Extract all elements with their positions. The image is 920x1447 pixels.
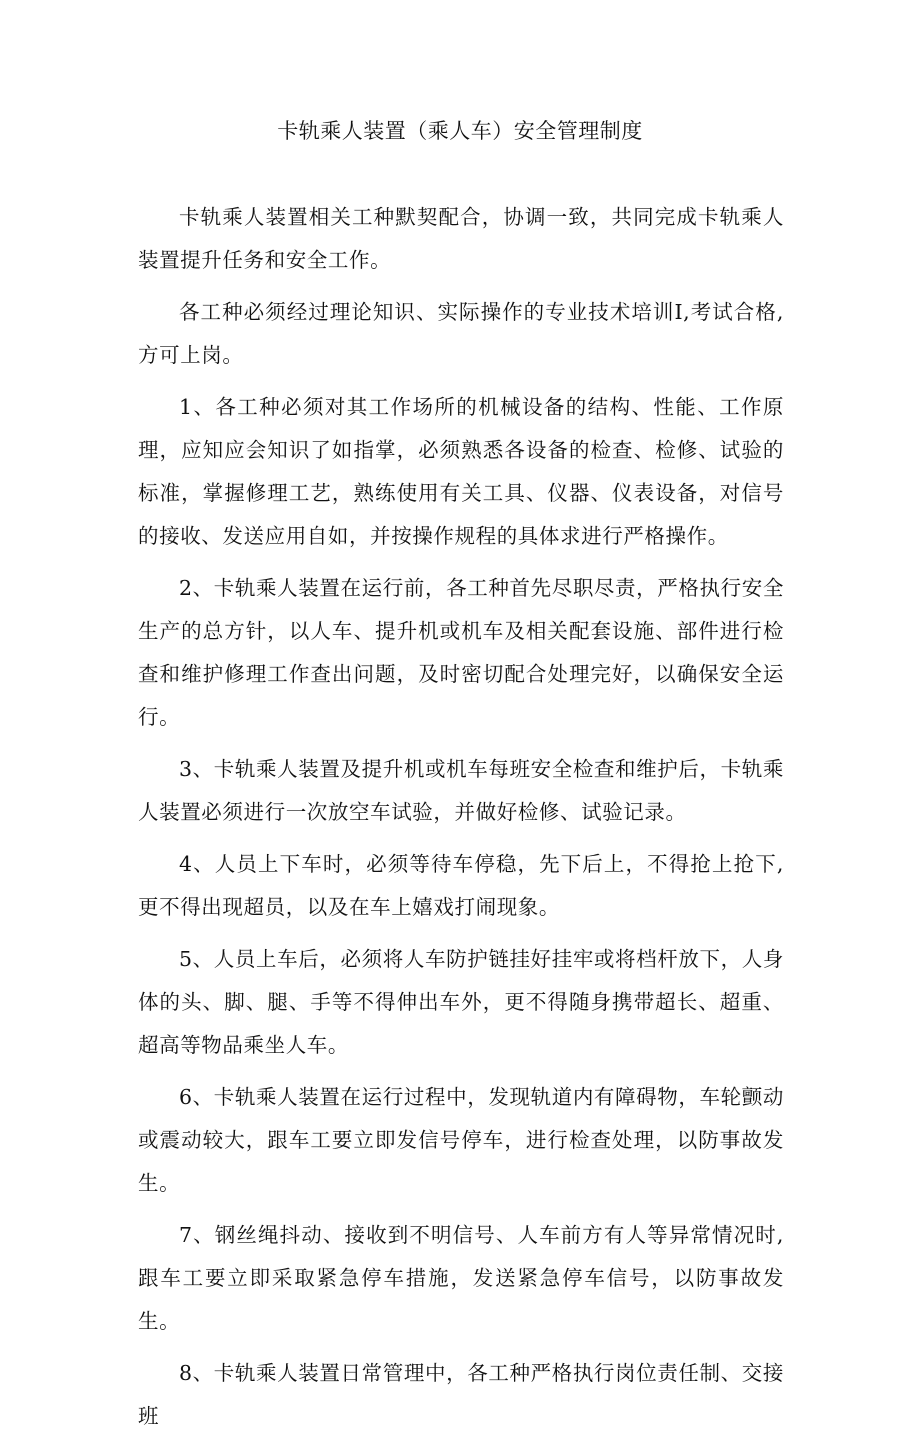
paragraph-intro: 卡轨乘人装置相关工种默契配合，协调一致，共同完成卡轨乘人装置提升任务和安全工作。 (138, 205, 784, 272)
paragraph-rule-6: 6、卡轨乘人装置在运行过程中，发现轨道内有障碍物，车轮颤动或震动较大，跟车工要立即发信号停车，进行检查处理，以防事故发生。 (138, 1085, 784, 1195)
paragraph-rule-4: 4、人员上下车时，必须等待车停稳，先下后上，不得抢上抢下,更不得出现超员，以及在车上嬉戏打闹现象。 (138, 852, 784, 919)
document-body (138, 196, 784, 1447)
paragraph-rule-1: 1、各工种必须对其工作场所的机械设备的结构、性能、工作原理，应知应会知识了如指掌，必须熟悉各设备的检查、检修、试验的标准，掌握修理工艺，熟练使用有关工具、仪器、仪表设备，对信号的接收、发送应用自如，并按操作规程的具体求进行严格操作。 (138, 395, 784, 548)
paragraph-rule-7: 7、钢丝绳抖动、接收到不明信号、人车前方有人等异常情况时,跟车工要立即采取紧急停车措施，发送紧急停车信号，以防事故发生。 (138, 1223, 784, 1333)
document-title: 卡轨乘人装置（乘人车）安全管理制度 (277, 119, 643, 143)
paragraph-training: 各工种必须经过理论知识、实际操作的专业技术培训I,考试合格,方可上岗。 (138, 300, 784, 367)
paragraph-rule-2: 2、卡轨乘人装置在运行前，各工种首先尽职尽责，严格执行安全生产的总方针，以人车、提升机或机车及相关配套设施、部件进行检查和维护修理工作查出问题，及时密切配合处理完好，以确保安全运行。 (138, 576, 784, 729)
paragraph-rule-8: 8、卡轨乘人装置日常管理中，各工种严格执行岗位责任制、交接班 (138, 1361, 784, 1428)
paragraph-rule-3: 3、卡轨乘人装置及提升机或机车每班安全检查和维护后，卡轨乘人装置必须进行一次放空车试验，并做好检修、试验记录。 (138, 757, 784, 824)
paragraph-rule-5: 5、人员上车后，必须将人车防护链挂好挂牢或将档杆放下，人身体的头、脚、腿、手等不得伸出车外，更不得随身携带超长、超重、超高等物品乘坐人车。 (138, 947, 784, 1057)
